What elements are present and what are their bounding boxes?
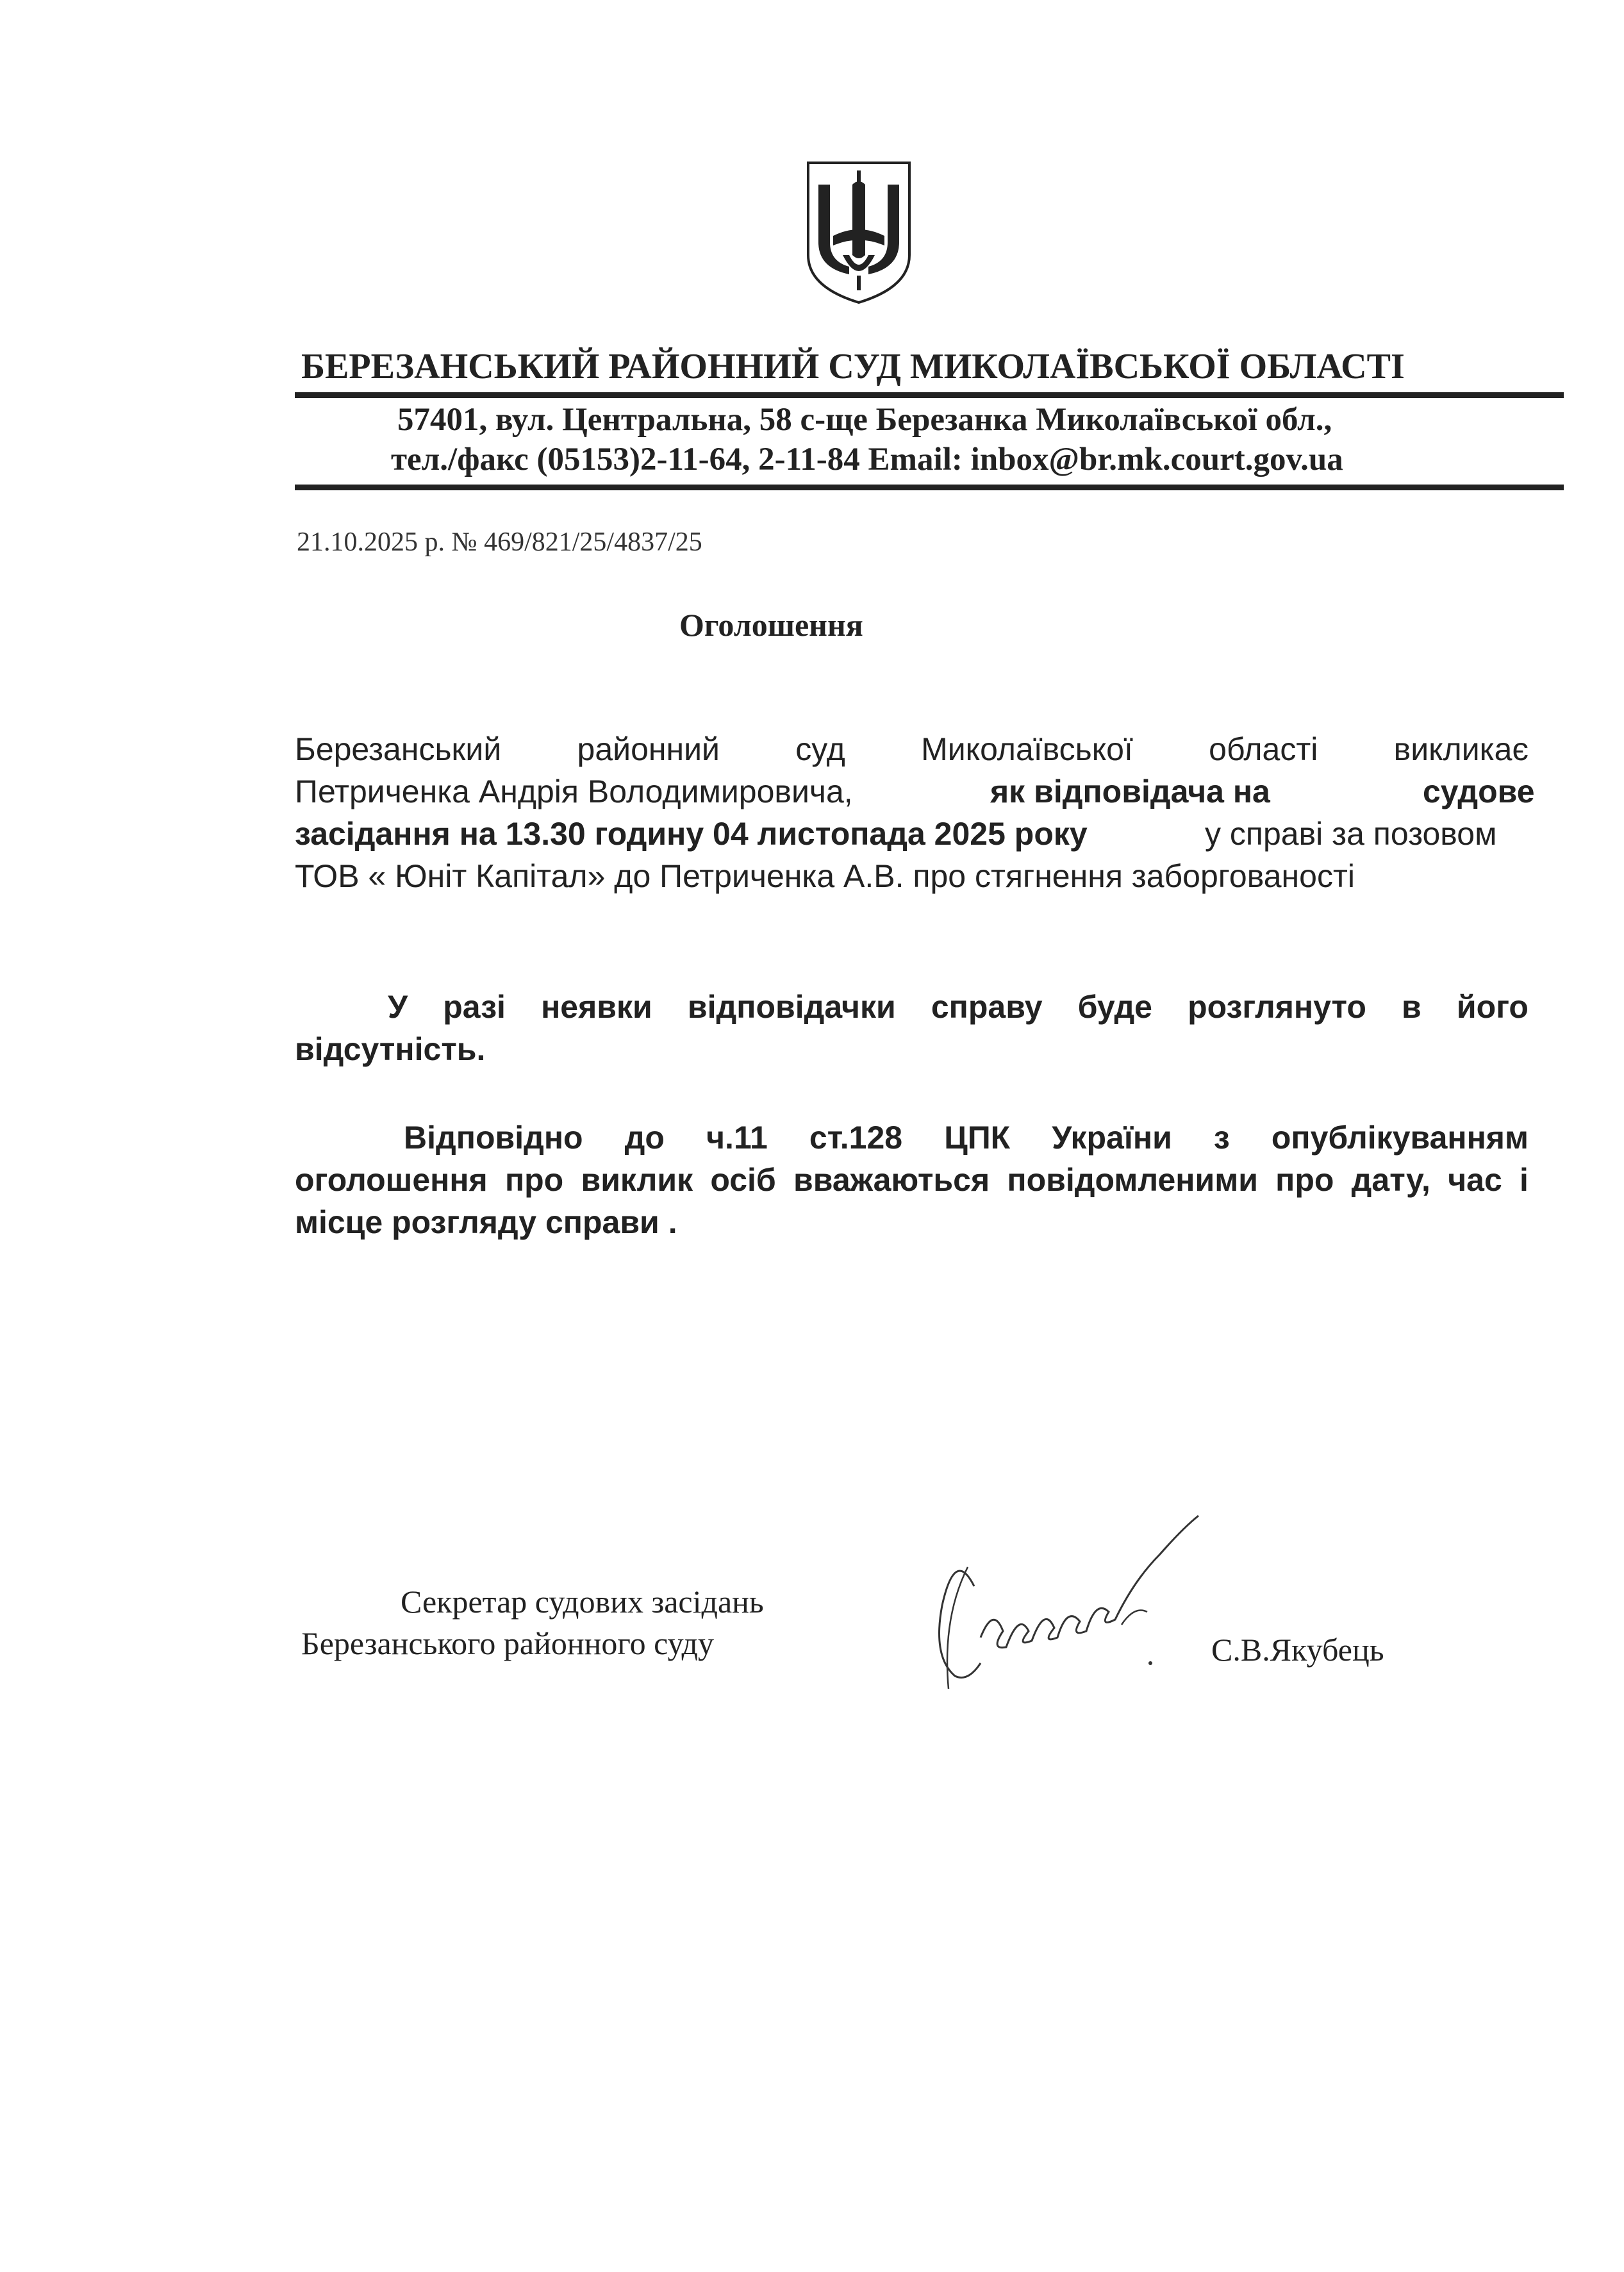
word: Відповідно — [404, 1120, 583, 1156]
court-address: 57401, вул. Центральна, 58 с-ще Березанка Миколаївської обл., — [397, 402, 1332, 438]
word: про — [504, 1162, 564, 1198]
word: оголошення — [295, 1162, 488, 1198]
paragraph-1-line-1 — [295, 731, 1529, 768]
word: з — [1213, 1120, 1230, 1156]
word: Березанський — [295, 731, 502, 767]
word: суд — [795, 731, 845, 767]
word: ст.128 — [809, 1120, 903, 1156]
word: разі — [443, 989, 506, 1025]
paragraph-1-line-2-end: судове — [1423, 774, 1535, 809]
word: розглянуто — [1188, 989, 1366, 1025]
word: в — [1402, 989, 1421, 1025]
word: дату, — [1351, 1162, 1430, 1198]
word: виклик — [581, 1162, 693, 1198]
hearing-date-time: засідання на 13.30 годину 04 листопада 2025 року — [295, 816, 1088, 852]
word: і — [1519, 1162, 1529, 1198]
defendant-name: Петриченка Андрія Володимировича, — [295, 774, 853, 809]
court-contacts: тел./факс (05153)2-11-64, 2-11-84 Email: inbox@br.mk.court.gov.ua — [391, 442, 1343, 477]
signer-name: С.В.Якубець — [1211, 1632, 1384, 1668]
paragraph-1-line-3-end: у справі за позовом — [1205, 816, 1497, 852]
paragraph-3-line-1 — [404, 1119, 1529, 1156]
signer-role-line-1: Секретар судових засідань — [401, 1584, 764, 1620]
paragraph-3-line-2 — [295, 1161, 1529, 1198]
paragraph-2-line-1 — [388, 988, 1529, 1025]
handwritten-signature-icon — [929, 1509, 1211, 1702]
header-divider-top — [295, 392, 1564, 398]
paragraph-2-line-2: відсутність. — [295, 1031, 486, 1067]
word: України — [1052, 1120, 1172, 1156]
case-description: ТОВ « Юніт Капітал» до Петриченка А.В. про стягнення заборгованості — [295, 858, 1355, 894]
document-reference: 21.10.2025 р. № 469/821/25/4837/25 — [297, 527, 702, 557]
word: неявки — [541, 989, 652, 1025]
document-title: Оголошення — [679, 607, 863, 643]
word: опублікуванням — [1271, 1120, 1529, 1156]
word: його — [1456, 989, 1529, 1025]
word: У — [388, 989, 408, 1025]
word: справу — [931, 989, 1043, 1025]
trident-emblem-icon — [804, 159, 913, 305]
paragraph-3-line-3: місце розгляду справи . — [295, 1204, 677, 1240]
court-name-heading: БЕРЕЗАНСЬКИЙ РАЙОННИЙ СУД МИКОЛАЇВСЬКОЇ ОБЛАСТІ — [301, 347, 1405, 386]
word: відповідачки — [687, 989, 896, 1025]
word: про — [1275, 1162, 1334, 1198]
word: буде — [1077, 989, 1152, 1025]
word: ЦПК — [944, 1120, 1011, 1156]
word: осіб — [710, 1162, 776, 1198]
word: ч.11 — [706, 1120, 768, 1156]
word: викликає — [1393, 731, 1529, 767]
signer-role-line-2: Березанського районного суду — [301, 1625, 714, 1661]
word: Миколаївської — [921, 731, 1133, 767]
word: повідомленими — [1007, 1162, 1258, 1198]
header-divider-bottom — [295, 485, 1564, 490]
word: вважаються — [793, 1162, 990, 1198]
word: області — [1209, 731, 1318, 767]
defendant-role: як відповідача на — [990, 774, 1270, 809]
word: районний — [577, 731, 720, 767]
word: час — [1448, 1162, 1502, 1198]
word: до — [624, 1120, 665, 1156]
